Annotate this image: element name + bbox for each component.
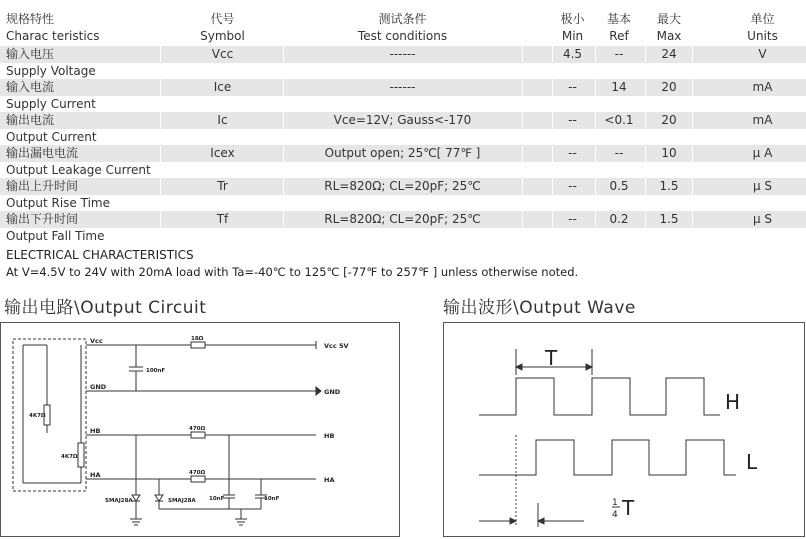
label-c2: 10nF [209,496,225,502]
row-unit: V [758,47,767,61]
label-ha-out: HA [324,476,335,484]
row-min: -- [568,212,577,226]
quarter-den: 4 [612,510,618,520]
row-min: -- [568,80,577,94]
circuit-diagram [1,323,399,536]
row-unit: μ S [752,212,773,226]
label-rp2: 4K7Ω [61,454,78,460]
row-ref: 0.5 [609,179,629,193]
row-min: -- [568,179,577,193]
row-symbol: Ic [217,113,228,127]
row-name-en: Supply Voltage [6,64,96,78]
header-name-en: Charac teristics [6,29,100,43]
row-name-cn: 输入电压 [6,47,55,61]
header-min-cn: 极小 [560,12,585,26]
label-hb: HB [90,427,101,435]
row-symbol: Ice [213,80,232,94]
row-test: Output open; 25℃[ 77℉ ] [324,146,481,160]
row-max: 1.5 [659,179,679,193]
wave-panel [443,322,805,537]
label-r3: 470Ω [189,470,206,476]
label-gnd-out: GND [324,388,341,396]
row-ref: 14 [611,80,627,94]
period-label: T [545,346,558,370]
row-name-cn: 输出上升时间 [6,179,79,193]
table-header-cn [0,11,806,28]
label-d2: SMAJ28A [168,498,196,504]
label-vcc: Vcc [90,337,103,345]
table-row-en [0,228,806,245]
row-unit: mA [752,80,773,94]
table-row-en [0,129,806,146]
header-max-cn: 最大 [656,12,681,26]
wave-title: 输出波形\Output Wave [443,298,636,318]
header-test-cn: 测试条件 [378,12,427,26]
row-max: 20 [661,80,677,94]
quarter-num: 1 [612,498,618,508]
row-name-cn: 输出电流 [6,113,55,127]
label-c3: 10nF [264,496,280,502]
label-ha: HA [90,471,101,479]
table-row [0,178,806,195]
low-label: L [746,450,758,474]
quarter-t-label: T [622,496,635,520]
table-row [0,79,806,96]
notes-conditions: At V=4.5V to 24V with 20mA load with Ta=-40℃ to 125℃ [-77℉ to 257℉ ] unless otherwise noted. [6,265,579,279]
row-max: 20 [661,113,677,127]
header-ref-cn: 基本 [606,12,631,26]
row-symbol: Tf [216,212,229,226]
wave-l [479,440,736,475]
row-name-en: Output Leakage Current [6,163,151,177]
header-unit-en: Units [747,29,778,43]
header-unit-cn: 单位 [750,12,775,26]
row-name-cn: 输出下升时间 [6,212,79,226]
row-min: -- [568,113,577,127]
row-name-cn: 输入电流 [6,80,55,94]
table-row [0,46,806,63]
row-name-en: Output Current [6,130,97,144]
row-unit: μ A [752,146,773,160]
table-row-en [0,96,806,113]
table-row [0,145,806,162]
header-min-en: Min [561,29,584,43]
table-row-en [0,162,806,179]
label-hb-out: HB [324,432,335,440]
notes-title: ELECTRICAL CHARACTERISTICS [6,248,194,262]
label-vcc-out: Vcc 5V [324,342,349,350]
label-d1: SMAJ28A [105,498,133,504]
row-name-en: Supply Current [6,97,96,111]
circuit-title: 输出电路\Output Circuit [4,298,207,318]
row-ref: <0.1 [604,113,634,127]
row-test: RL=820Ω; CL=20pF; 25℃ [324,179,481,193]
row-unit: μ S [752,179,773,193]
header-test-en: Test conditions [357,29,448,43]
row-name-en: Output Rise Time [6,196,110,210]
row-max: 24 [661,47,677,61]
circuit-panel [0,322,400,537]
row-ref: -- [614,47,624,61]
header-max-en: Max [656,29,682,43]
table-row [0,211,806,228]
row-ref: -- [614,146,624,160]
high-label: H [725,390,741,414]
table-row [0,112,806,129]
row-name-cn: 输出漏电电流 [6,146,79,160]
row-min: 4.5 [562,47,583,61]
row-name-en: Output Fall Time [6,229,105,243]
wave-diagram [444,323,804,536]
header-ref-en: Ref [609,29,629,43]
wave-h [479,378,720,415]
row-test: ------ [389,80,416,94]
row-max: 10 [661,146,677,160]
label-r2: 470Ω [189,426,206,432]
label-r1: 18Ω [191,336,204,342]
row-test: RL=820Ω; CL=20pF; 25℃ [324,212,481,226]
label-c1: 100nF [146,368,166,374]
table-header-en [0,28,806,45]
row-symbol: Icex [210,146,235,160]
row-ref: 0.2 [609,212,629,226]
label-gnd: GND [90,383,107,391]
row-test: Vce=12V; Gauss<-170 [333,113,472,127]
header-name-cn: 规格特性 [6,12,55,26]
row-symbol: Tr [217,179,228,193]
row-unit: mA [752,113,773,127]
row-max: 1.5 [659,212,679,226]
resistor-4k7-2 [78,443,84,467]
header-symbol-en: Symbol [200,29,245,43]
table-row-en [0,195,806,212]
row-min: -- [568,146,577,160]
header-symbol-cn: 代号 [210,12,235,26]
row-test: ------ [389,47,416,61]
label-rp1: 4K7Ω [29,413,46,419]
table-row-en [0,63,806,80]
row-symbol: Vcc [211,47,234,61]
